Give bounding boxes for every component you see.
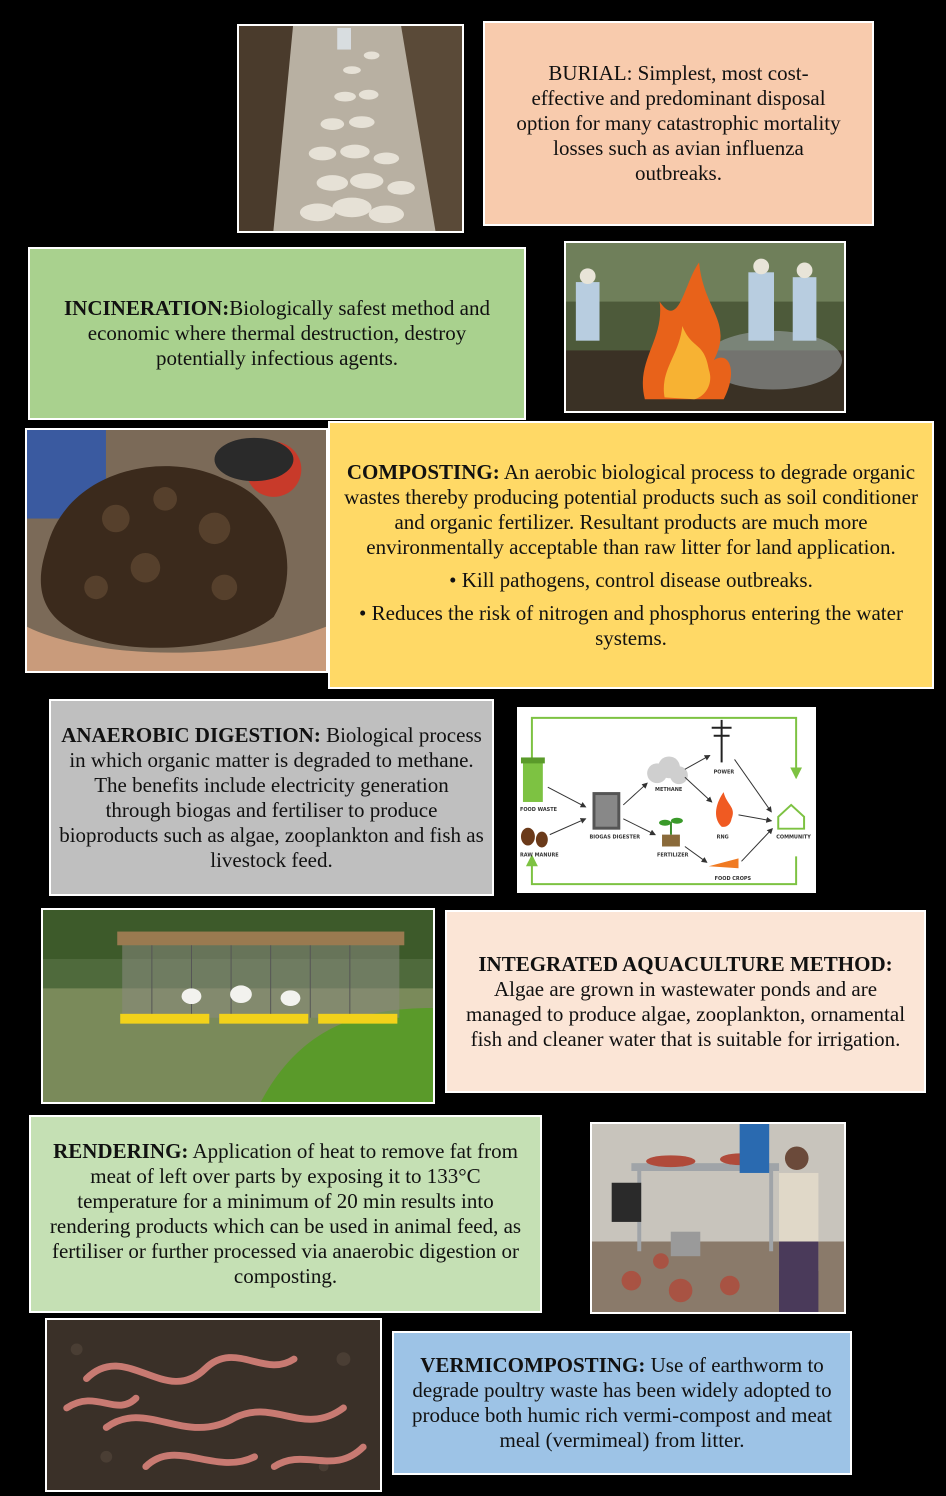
aquaculture-title: INTEGRATED AQUACULTURE METHOD: <box>478 951 893 976</box>
cage-icon <box>117 932 404 1024</box>
composting-box <box>328 421 934 689</box>
composting-bullet-1-text: Kill pathogens, control disease outbreaks. <box>461 567 813 592</box>
burial-photo <box>237 24 464 233</box>
biogas-digester-icon <box>592 792 620 830</box>
composting-title: COMPOSTING: <box>346 459 500 484</box>
rendering-photo <box>590 1122 846 1314</box>
aquaculture-text: Algae are grown in wastewater ponds and are managed to produce algae, zooplankton, ornamental fish and cleaner water that is suitable for irrigation. <box>465 976 906 1051</box>
food-waste-bin-icon <box>521 757 545 802</box>
vermicomposting-photo <box>45 1318 382 1492</box>
composting-photo <box>25 428 328 673</box>
label-raw-manure: RAW MANURE <box>519 852 559 859</box>
label-community: COMMUNITY <box>776 834 811 841</box>
composting-bullet-1 <box>338 568 924 593</box>
vermicomposting-title: VERMICOMPOSTING: <box>420 1353 646 1377</box>
incineration-box <box>28 247 526 420</box>
vermicomposting-text: Use of earthworm to degrade poultry waste has been widely adopted to produce both humic rich vermi-compost and meat meal (vermimeal) from litter. <box>412 1353 832 1452</box>
burial-title: BURIAL: <box>548 61 633 85</box>
incineration-paragraph <box>44 296 510 371</box>
anaerobic-title: ANAEROBIC DIGESTION: <box>61 722 321 747</box>
burial-text: Simplest, most cost-effective and predominant disposal option for many catastrophic mortality losses such as avian influenza outbreaks. <box>516 61 841 185</box>
aquaculture-photo <box>41 908 435 1104</box>
digestion-diagram <box>517 707 816 893</box>
bullet-symbol: • <box>359 600 367 625</box>
label-biogas-digester: BIOGAS DIGESTER <box>589 834 641 841</box>
vermicomposting-box <box>392 1331 852 1475</box>
aquaculture-box <box>445 910 926 1093</box>
composting-bullet-2 <box>338 601 924 651</box>
anaerobic-paragraph <box>59 723 484 873</box>
incineration-title: INCINERATION: <box>64 296 230 320</box>
incineration-photo <box>564 241 846 413</box>
rendering-paragraph <box>39 1139 532 1289</box>
anaerobic-box <box>49 699 494 896</box>
vermicomposting-paragraph <box>404 1353 840 1453</box>
label-food-waste: FOOD WASTE <box>519 806 557 813</box>
label-methane: METHANE <box>655 787 683 794</box>
anaerobic-text: Biological process in which organic matter is degraded to methane. The benefits include electricity generation through biogas and fertiliser to produce bioproducts such as algae, zooplankton and fish as livestock feed. <box>59 722 484 872</box>
burial-box <box>483 21 874 226</box>
burial-paragraph <box>513 61 844 186</box>
rendering-text: Application of heat to remove fat from meat of left over parts by exposing it to 133°C temperature for a minimum of 20 min results into rendering products which can be used in animal feed, as fertiliser or further processed via anaerobic digestion or composting. <box>49 1139 522 1288</box>
rendering-title: RENDERING: <box>53 1139 189 1163</box>
composting-paragraph <box>338 460 924 560</box>
composting-bullet-2-text: Reduces the risk of nitrogen and phosphorus entering the water systems. <box>371 600 903 650</box>
incineration-text: Biologically safest method and economic where thermal destruction, destroy potentially infectious agents. <box>87 296 490 370</box>
aquaculture-paragraph <box>459 952 912 1052</box>
label-fertilizer: FERTILIZER <box>657 852 689 859</box>
label-power: POWER <box>713 769 735 776</box>
rendering-box <box>29 1115 542 1313</box>
label-rng: RNG <box>716 834 729 841</box>
bullet-symbol: • <box>449 567 457 592</box>
label-food-crops: FOOD CROPS <box>714 876 752 883</box>
composting-text: An aerobic biological process to degrade organic wastes thereby producing potential products such as soil conditioner and organic fertilizer. Resultant products are much more environmentally acceptable than raw litter for land application. <box>344 459 918 559</box>
